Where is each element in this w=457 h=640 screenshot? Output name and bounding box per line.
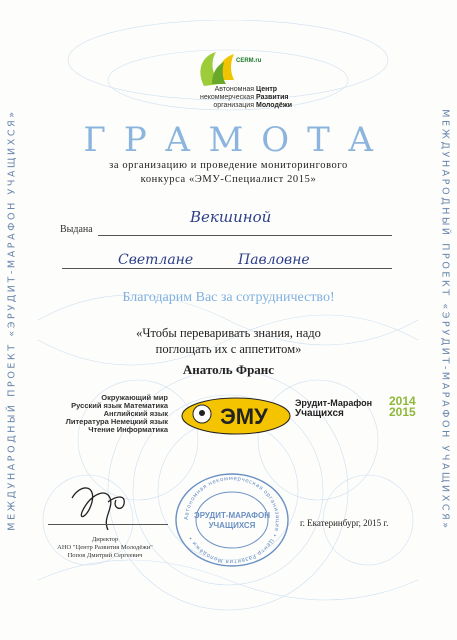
recipient-line-2	[62, 268, 392, 269]
signature-org: АНО "Центр Развития Молодёжи"	[57, 544, 153, 551]
subject-item: Окружающий мир	[101, 393, 168, 402]
marathon-logo	[295, 394, 416, 419]
side-text-right: МЕЖДУНАРОДНЫЙ ПРОЕКТ «ЭРУДИТ-МАРАФОН УЧАЩИХСЯ»	[439, 109, 451, 531]
subtitle-line1: за организацию и проведение мониторингового	[109, 160, 348, 171]
recipient-patronymic: Павловне	[238, 252, 310, 268]
thanks-text: Благодарим Вас за сотрудничество!	[122, 290, 335, 305]
subject-item: Литература Немецкий язык	[65, 417, 168, 426]
border-left	[2, 0, 22, 640]
side-text-left: МЕЖДУНАРОДНЫЙ ПРОЕКТ «ЭРУДИТ-МАРАФОН УЧАЩИХСЯ»	[6, 109, 18, 531]
border-right	[435, 0, 455, 640]
logo-left-lines: Автономная некоммерческая организация	[200, 86, 254, 109]
signature-icon	[66, 478, 136, 536]
page-title: ГРАМОТА	[83, 120, 392, 160]
marathon-bottom: Учащихся	[295, 408, 344, 419]
signature-line	[48, 524, 168, 525]
signature-block	[40, 536, 170, 560]
logo-mark-icon	[194, 50, 244, 88]
signature-name: Попов Дмитрий Сергеевич	[67, 552, 143, 559]
subject-item: Чтение Информатика	[88, 425, 168, 434]
marathon-top: Эрудит-Марафон	[295, 398, 373, 408]
recipient-surname: Векшиной	[190, 208, 272, 226]
organization-logo	[180, 50, 293, 112]
recipient-name: Светлане	[118, 252, 194, 268]
quote-line1: «Чтобы переваривать знания, надо	[136, 326, 321, 340]
issue-date: г. Екатеринбург, 2015 г.	[300, 518, 389, 528]
stamp-icon	[172, 470, 292, 570]
svg-text:УЧАЩИХСЯ: УЧАЩИХСЯ	[208, 521, 256, 530]
quote-author: Анатоль Франс	[182, 362, 275, 377]
subject-item: Русский язык Математика	[71, 401, 168, 410]
recipient-line-1	[98, 235, 392, 236]
subjects-list	[52, 394, 168, 434]
issued-label: Выдана	[60, 224, 93, 235]
subject-item: Английский язык	[103, 409, 168, 418]
svg-text:ЭРУДИТ-МАРАФОН: ЭРУДИТ-МАРАФОН	[194, 511, 270, 520]
svg-text:Автономная некоммерческая орга: Автономная некоммерческая организация • Центр Развития Молодёжи •	[183, 475, 281, 565]
emu-logo-icon	[180, 396, 292, 436]
subtitle-line2: конкурса «ЭМУ-Специалист 2015»	[140, 174, 317, 185]
logo-cerm: CERM.ru	[236, 58, 262, 64]
marathon-years: 2014 2015	[389, 394, 416, 419]
emu-logo-text: ЭМУ	[220, 404, 268, 429]
logo-right-lines: Центр Развития Молодёжи	[256, 86, 293, 109]
quote-line2: поглощать их с аппетитом»	[155, 342, 302, 356]
signature-title: Директор	[91, 536, 119, 543]
